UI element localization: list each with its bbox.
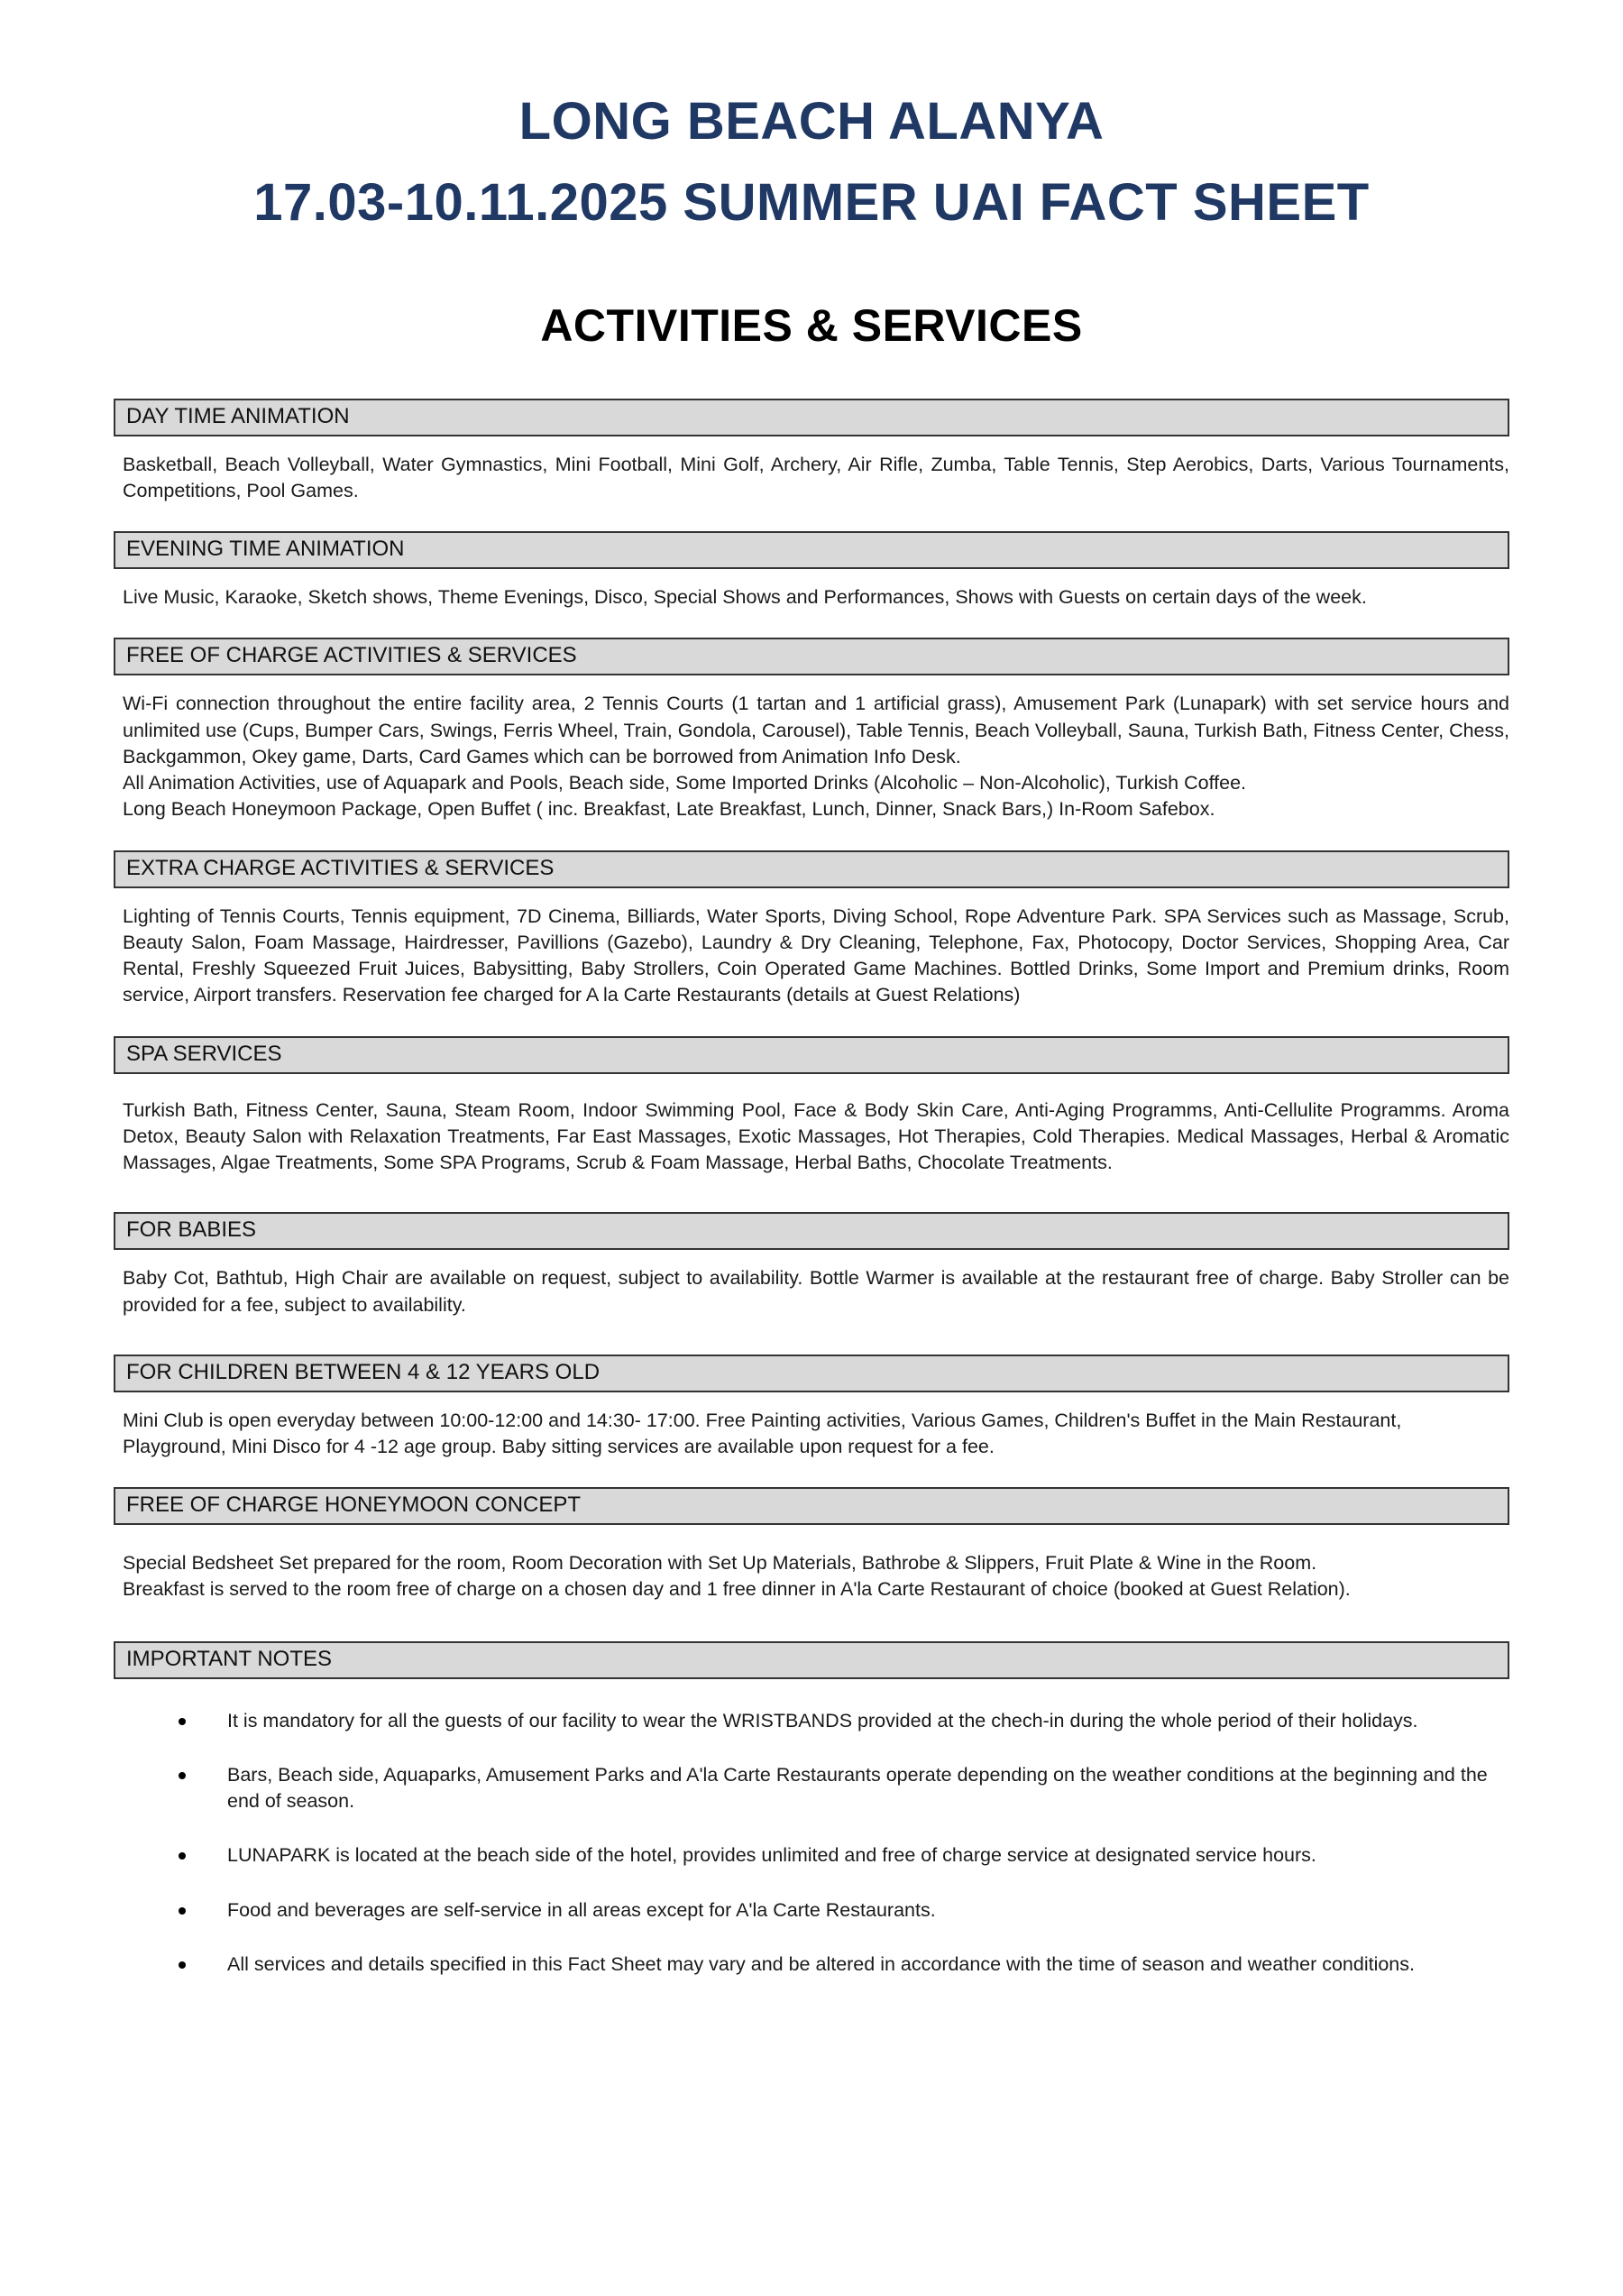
section-paragraph: Live Music, Karaoke, Sketch shows, Theme Evenings, Disco, Special Shows and Performances, Shows with Guests on certain days of the week.: [123, 586, 1367, 609]
section-heading: FOR CHILDREN BETWEEN 4 & 12 YEARS OLD: [126, 1359, 601, 1384]
section-heading-bar: [114, 399, 1509, 436]
section-for-children: [114, 1355, 1509, 1460]
section-day-time-animation: [114, 399, 1509, 504]
section-heading-bar: [114, 531, 1509, 569]
section-extra-charge-activities: [114, 850, 1509, 1009]
document-title: [114, 81, 1509, 243]
note-item: [179, 1762, 1509, 1814]
section-heading: FREE OF CHARGE ACTIVITIES & SERVICES: [126, 643, 577, 668]
section-paragraph: Long Beach Honeymoon Package, Open Buffet ( inc. Breakfast, Late Breakfast, Lunch, Dinner, Snack Bars,) In-Room Safebox.: [123, 798, 1215, 821]
section-paragraph: Turkish Bath, Fitness Center, Sauna, Steam Room, Indoor Swimming Pool, Face & Body Skin Care, Anti-Aging Programms, Anti-Cellulite Programms. Aroma Detox, Beauty Salon with Relaxation Treatments, Far East Massages, Exotic Massages, Hot Therapies, Cold Therapies. Medical Massages, Herbal & Aromatic Massages, Algae Treatments, Some SPA Programs, Scrub & Foam Massage, Herbal Baths, Chocolate Treatments.: [123, 1098, 1509, 1174]
section-important-notes: [114, 1641, 1509, 1978]
note-text: LUNAPARK is located at the beach side of the hotel, provides unlimited and free of charge service at designated service hours.: [227, 1844, 1316, 1867]
bullet-icon: [179, 1907, 186, 1915]
section-spa-services: [114, 1036, 1509, 1177]
section-heading: DAY TIME ANIMATION: [126, 403, 350, 428]
section-paragraph: Breakfast is served to the room free of charge on a chosen day and 1 free dinner in A'la Carte Restaurant of choice (booked at Guest Relation).: [123, 1578, 1351, 1601]
note-item: [179, 1842, 1509, 1869]
note-text: Bars, Beach side, Aquaparks, Amusement Parks and A'la Carte Restaurants operate depending on the weather conditions at the beginning and the end of season.: [227, 1763, 1488, 1813]
section-paragraph: Special Bedsheet Set prepared for the room, Room Decoration with Set Up Materials, Bathrobe & Slippers, Fruit Plate & Wine in the Room.: [123, 1552, 1317, 1575]
section-heading: FOR BABIES: [126, 1217, 257, 1243]
section-paragraph: Basketball, Beach Volleyball, Water Gymnastics, Mini Football, Mini Golf, Archery, Air Rifle, Zumba, Table Tennis, Step Aerobics, Darts, Various Tournaments, Competitions, Pool Games.: [123, 453, 1509, 502]
bullet-icon: [179, 1772, 186, 1779]
note-item: [179, 1708, 1509, 1734]
note-item: [179, 1952, 1509, 1978]
section-heading-bar: [114, 1212, 1509, 1250]
page-heading: ACTIVITIES & SERVICES: [540, 299, 1083, 351]
section-paragraph: All Animation Activities, use of Aquapark and Pools, Beach side, Some Imported Drinks (Alcoholic – Non-Alcoholic), Turkish Coffee.: [123, 772, 1247, 794]
section-heading-bar: [114, 1355, 1509, 1392]
section-paragraph: Baby Cot, Bathtub, High Chair are available on request, subject to availability. Bottle Warmer is available at the restaurant free of charge. Baby Stroller can be provided for a fee, subject to availability.: [123, 1267, 1509, 1316]
note-text: Food and beverages are self-service in all areas except for A'la Carte Restaurants.: [227, 1898, 936, 1921]
section-paragraph: Wi-Fi connection throughout the entire facility area, 2 Tennis Courts (1 tartan and 1 artificial grass), Amusement Park (Lunapark) with set service hours and unlimited use (Cups, Bumper Cars, Swings, Ferris Wheel, Train, Gondola, Carousel), Table Tennis, Beach Volleyball, Sauna, Turkish Bath, Fitness Center, Chess, Backgammon, Okey game, Darts, Card Games which can be borrowed from Animation Info Desk.: [123, 693, 1509, 767]
section-paragraph: Lighting of Tennis Courts, Tennis equipment, 7D Cinema, Billiards, Water Sports, Diving School, Rope Adventure Park. SPA Services such as Massage, Scrub, Beauty Salon, Foam Massage, Hairdresser, Pavillions (Gazebo), Laundry & Dry Cleaning, Telephone, Fax, Photocopy, Doctor Services, Shopping Area, Car Rental, Freshly Squeezed Fruit Juices, Babysitting, Baby Strollers, Coin Operated Game Machines. Bottled Drinks, Some Import and Premium drinks, Room service, Airport transfers. Reservation fee charged for A la Carte Restaurants (details at Guest Relations): [123, 905, 1509, 1006]
section-heading: SPA SERVICES: [126, 1041, 282, 1066]
section-free-of-charge-activities: [114, 638, 1509, 822]
note-item: [179, 1897, 1509, 1924]
bullet-icon: [179, 1961, 186, 1969]
section-heading-bar: [114, 850, 1509, 888]
section-heading: IMPORTANT NOTES: [126, 1646, 333, 1671]
bullet-icon: [179, 1852, 186, 1860]
section-heading-bar: [114, 1036, 1509, 1074]
bullet-icon: [179, 1718, 186, 1725]
section-heading-bar: [114, 638, 1509, 675]
section-paragraph: Mini Club is open everyday between 10:00-12:00 and 14:30- 17:00. Free Painting activities, Various Games, Children's Buffet in the Main Restaurant, Playground, Mini Disco for 4 -12 age group. Baby sitting services are available upon request for a fee.: [123, 1409, 1402, 1457]
fact-sheet-title: 17.03-10.11.2025 SUMMER UAI FACT SHEET: [253, 172, 1370, 232]
section-heading: EVENING TIME ANIMATION: [126, 537, 405, 562]
section-evening-time-animation: [114, 531, 1509, 611]
note-text: All services and details specified in this Fact Sheet may vary and be altered in accordance with the time of season and weather conditions.: [227, 1952, 1415, 1975]
hotel-name: LONG BEACH ALANYA: [518, 92, 1105, 151]
section-honeymoon-concept: [114, 1487, 1509, 1603]
section-heading: EXTRA CHARGE ACTIVITIES & SERVICES: [126, 855, 555, 880]
section-for-babies: [114, 1212, 1509, 1318]
section-heading-bar: [114, 1641, 1509, 1679]
note-text: It is mandatory for all the guests of our facility to wear the WRISTBANDS provided at the chech-in during the whole period of their holidays.: [227, 1709, 1418, 1731]
section-heading-bar: [114, 1487, 1509, 1525]
important-notes-list: [114, 1708, 1509, 1978]
section-heading: FREE OF CHARGE HONEYMOON CONCEPT: [126, 1492, 582, 1518]
